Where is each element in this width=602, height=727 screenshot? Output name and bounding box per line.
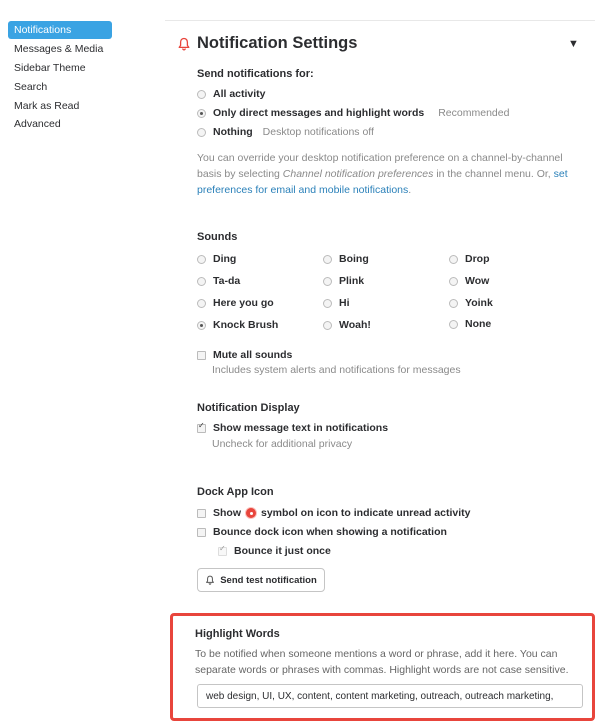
checkbox[interactable] xyxy=(197,351,206,360)
option-label: Only direct messages and highlight words xyxy=(213,107,425,119)
option-label: Wow xyxy=(465,275,490,287)
highlight-words-description: To be notified when someone mentions a word or phrase, add it here. You can separate words or phrases with commas. Highlight words are not case sensitive. xyxy=(195,648,569,676)
radio-button[interactable] xyxy=(323,321,332,330)
option-label: Ta-da xyxy=(213,275,241,287)
dock-app-icon-heading: Dock App Icon xyxy=(197,486,274,498)
override-text: in the channel menu. Or, xyxy=(433,168,554,180)
checkbox[interactable] xyxy=(218,547,227,556)
option-label: Bounce dock icon when showing a notification xyxy=(213,526,447,538)
button-label: Send test notification xyxy=(220,574,317,586)
option-label: Show message text in notifications xyxy=(213,422,389,434)
highlight-words-heading: Highlight Words xyxy=(195,628,280,640)
send-test-notification-button[interactable] xyxy=(197,568,325,592)
sound-option-drop[interactable] xyxy=(449,252,490,266)
option-label: Bounce it just once xyxy=(234,545,331,557)
bell-icon xyxy=(177,37,191,51)
notification-display-heading: Notification Display xyxy=(197,402,300,414)
sound-option-none[interactable] xyxy=(449,317,491,331)
divider xyxy=(165,20,595,21)
sidebar-item-sidebar-theme[interactable]: Sidebar Theme xyxy=(14,61,86,74)
option-label: Yoink xyxy=(465,297,493,309)
radio-button[interactable] xyxy=(323,277,332,286)
mute-all-sounds[interactable] xyxy=(197,348,292,362)
radio-button[interactable] xyxy=(197,109,206,118)
sidebar-item-notifications[interactable]: Notifications xyxy=(8,21,112,39)
sound-option-boing[interactable] xyxy=(323,252,369,266)
notify-option-direct-messages[interactable] xyxy=(197,106,509,120)
option-label: Woah! xyxy=(339,319,371,331)
checkbox[interactable] xyxy=(197,424,206,433)
radio-button[interactable] xyxy=(449,277,458,286)
sounds-heading: Sounds xyxy=(197,231,238,243)
option-label: Here you go xyxy=(213,297,274,309)
radio-button[interactable] xyxy=(449,320,458,329)
sound-option-woah[interactable] xyxy=(323,318,371,332)
option-label: Plink xyxy=(339,275,365,287)
caret-down-icon[interactable]: ▼ xyxy=(568,38,579,50)
unread-badge-icon xyxy=(245,507,257,519)
override-text: . xyxy=(408,184,412,196)
sidebar-item-search[interactable]: Search xyxy=(14,80,48,93)
sound-option-wow[interactable] xyxy=(449,274,489,288)
highlight-words-input[interactable] xyxy=(197,684,583,708)
sound-option-plink[interactable] xyxy=(323,274,364,288)
option-label: Ding xyxy=(213,253,237,265)
radio-button[interactable] xyxy=(197,321,206,330)
override-description xyxy=(197,150,587,198)
radio-button[interactable] xyxy=(323,299,332,308)
option-label: Mute all sounds xyxy=(213,349,293,361)
radio-button[interactable] xyxy=(323,255,332,264)
override-text: You can override your desktop notification preference on a channel-by-channel basis by selecting xyxy=(197,152,563,180)
preferences-sidebar xyxy=(8,21,112,134)
radio-button[interactable] xyxy=(197,128,206,137)
mute-description: Includes system alerts and notifications for messages xyxy=(212,364,461,376)
notify-option-nothing[interactable] xyxy=(197,125,374,139)
show-unread-symbol[interactable] xyxy=(197,506,470,520)
sound-option-here-you-go[interactable] xyxy=(197,296,274,310)
radio-button[interactable] xyxy=(197,277,206,286)
bell-icon xyxy=(205,575,215,585)
recommended-hint: Recommended xyxy=(438,107,510,119)
option-label: symbol on icon to indicate unread activity xyxy=(261,507,471,519)
radio-button[interactable] xyxy=(197,299,206,308)
option-label: Hi xyxy=(339,297,350,309)
privacy-description: Uncheck for additional privacy xyxy=(212,438,353,450)
email-mobile-preferences-link[interactable]: set preferences for email and mobile notifications xyxy=(197,168,568,196)
sound-option-ding[interactable] xyxy=(197,252,236,266)
radio-button[interactable] xyxy=(449,255,458,264)
sidebar-item-messages-media[interactable]: Messages & Media xyxy=(14,42,104,55)
option-label: All activity xyxy=(213,88,266,100)
bounce-dock-icon[interactable] xyxy=(197,525,447,539)
radio-button[interactable] xyxy=(197,90,206,99)
sound-option-yoink[interactable] xyxy=(449,296,493,310)
page-title: Notification Settings xyxy=(197,34,358,52)
option-label: None xyxy=(465,318,492,330)
send-notifications-heading: Send notifications for: xyxy=(197,68,314,80)
checkbox[interactable] xyxy=(197,509,206,518)
option-label: Boing xyxy=(339,253,369,265)
bounce-just-once[interactable] xyxy=(218,544,331,558)
radio-button[interactable] xyxy=(197,255,206,264)
sound-option-ta-da[interactable] xyxy=(197,274,240,288)
channel-preferences-emphasis: Channel notification preferences xyxy=(282,168,434,180)
option-label: Nothing xyxy=(213,126,253,138)
option-label: Knock Brush xyxy=(213,319,279,331)
option-label: Show xyxy=(213,507,241,519)
show-message-text[interactable] xyxy=(197,421,388,435)
checkbox[interactable] xyxy=(197,528,206,537)
sound-option-knock-brush[interactable] xyxy=(197,318,278,332)
sound-option-hi[interactable] xyxy=(323,296,350,310)
sidebar-item-mark-as-read[interactable]: Mark as Read xyxy=(14,99,80,112)
desktop-off-hint: Desktop notifications off xyxy=(262,126,374,138)
radio-button[interactable] xyxy=(449,299,458,308)
sidebar-item-advanced[interactable]: Advanced xyxy=(14,118,61,131)
option-label: Drop xyxy=(465,253,490,265)
notify-option-all-activity[interactable] xyxy=(197,87,266,101)
